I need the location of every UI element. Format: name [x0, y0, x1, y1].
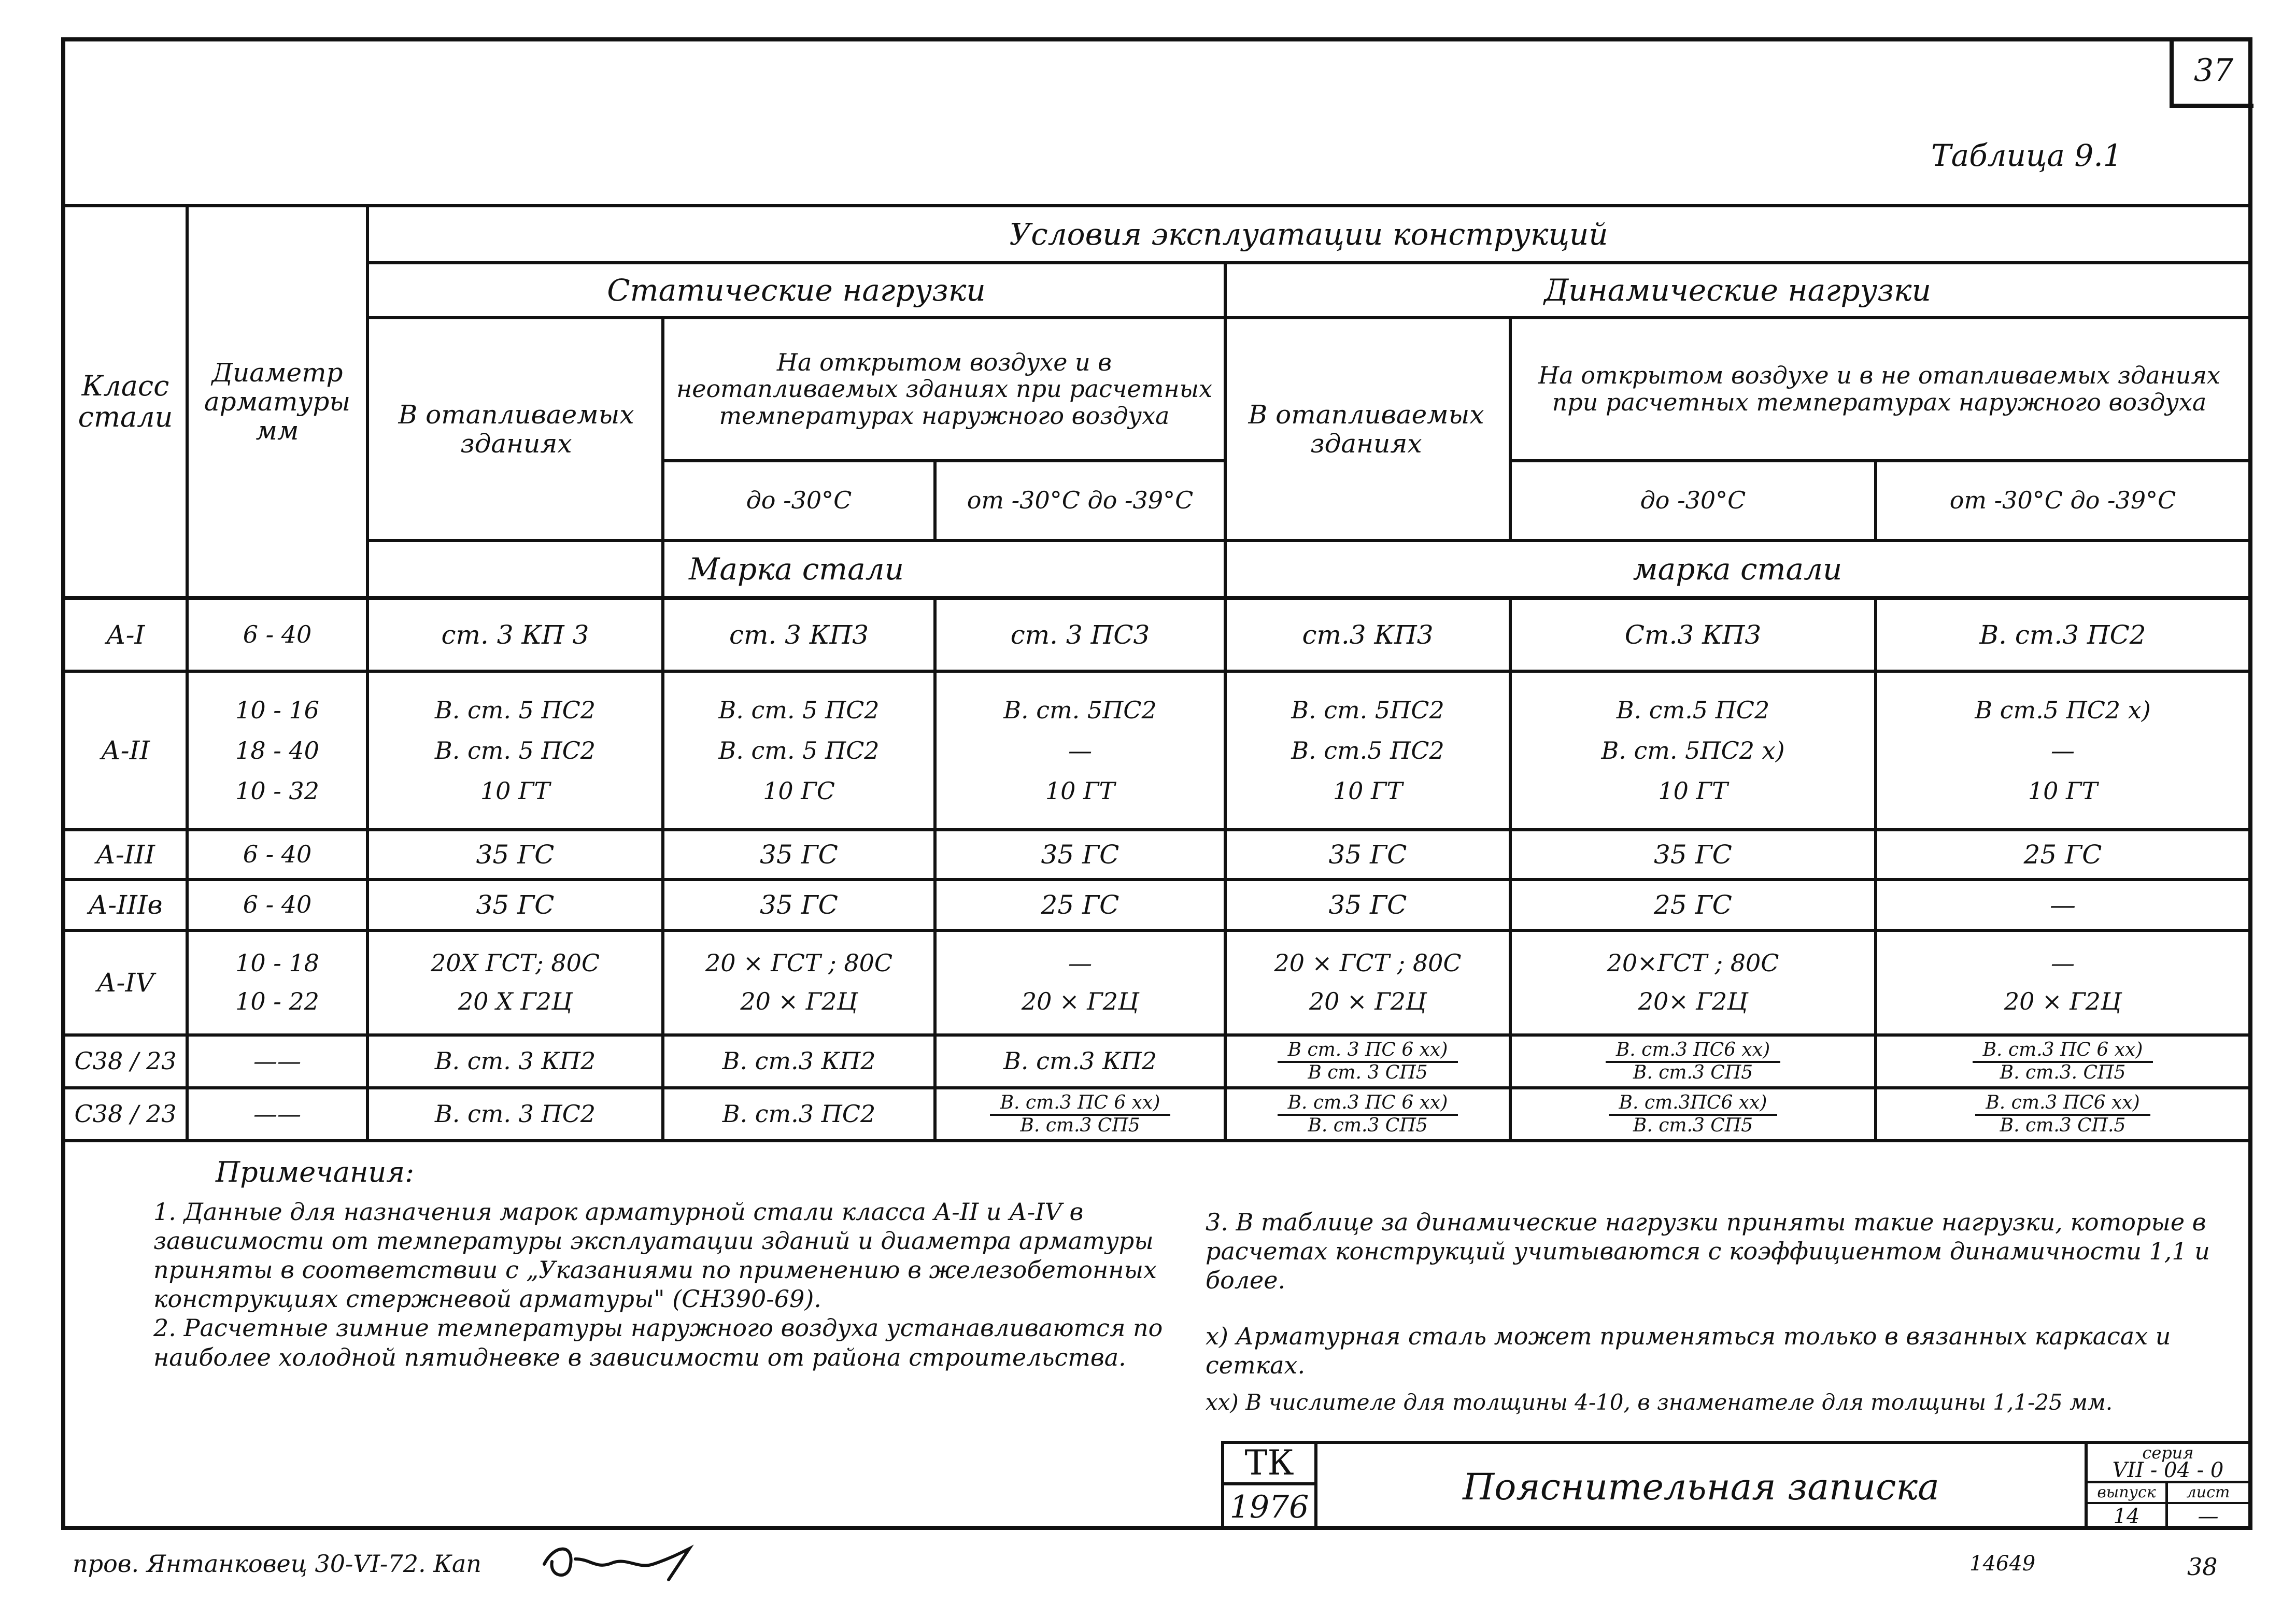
- row-diameter: 6 - 40: [243, 620, 312, 649]
- table-cell: —: [2050, 890, 2076, 920]
- sheet-label: лист: [2168, 1483, 2248, 1504]
- row-diameter: 6 - 40: [243, 890, 312, 919]
- table-cell: В. ст.3 ПС2: [1979, 620, 2146, 650]
- series-value: VII - 04 - 0: [2088, 1461, 2248, 1483]
- fraction-cell: [1227, 1037, 1509, 1086]
- fraction-cell: [1512, 1037, 1874, 1086]
- footer-sheet-number: 38: [2187, 1553, 2218, 1581]
- table-cell: В. ст. 3 ПС2: [434, 1100, 596, 1128]
- row-diameter: 10 - 18 10 - 22: [235, 949, 319, 1015]
- stamp-org: ТК: [1224, 1444, 1314, 1485]
- table-cell: ст.3 КП3: [1302, 620, 1434, 650]
- issue-box: [2088, 1483, 2168, 1530]
- row-class: А-II: [101, 735, 150, 766]
- checked-by: пров. Янтанковец 30-VI-72. Кап: [73, 1550, 481, 1578]
- notes-left: 1. Данные для назначения марок арматурной стали класса А-II и А-IV в зависимости от температуры эксплуатации зданий и диаметра арматуры приняты в соответствии с „Указаниями по применению в железобетонных конструкциях стержневой арматуры" (СН390-69). 2. Расчетные зимние температуры наружного воздуха устанавливаются по наиболее холодной пятидневке в зависимости от района строительства.: [153, 1198, 1163, 1371]
- stamp-year: 1976: [1229, 1489, 1309, 1526]
- document-code: 14649: [1969, 1552, 2036, 1576]
- table-cell: 35 ГС: [1328, 890, 1407, 920]
- header-steel-grade-static: Марка стали: [688, 551, 904, 587]
- sheet-value: —: [2198, 1504, 2219, 1528]
- table-cell: Ст.3 КП3: [1624, 620, 1762, 650]
- series-label: серия: [2142, 1443, 2194, 1463]
- page-number-box: [2170, 37, 2254, 108]
- table-cell: В. ст. 5ПС2 В. ст.5 ПС2 10 ГТ: [1291, 696, 1444, 805]
- note-x: х) Арматурная сталь может применяться только в вязанных каркасах и сетках.: [1206, 1322, 2171, 1380]
- table-cell: 20×ГСТ ; 80С 20× Г2Ц: [1607, 949, 1779, 1015]
- row-class: С38 / 23: [74, 1100, 177, 1128]
- table-cell: — 20 × Г2Ц: [1021, 949, 1139, 1015]
- sheet-box: [2168, 1483, 2248, 1530]
- fraction-denominator: В. ст.3 СП.5: [2000, 1115, 2126, 1136]
- table-cell: В. ст.3 КП2: [1003, 1047, 1157, 1075]
- table-cell: 25 ГС: [1041, 890, 1119, 920]
- notes-heading: Примечания:: [216, 1156, 415, 1188]
- table-title: Таблица 9.1: [1931, 138, 2122, 173]
- fraction-denominator: В ст. 3 СП5: [1308, 1062, 1428, 1083]
- fraction-denominator: В. ст.3 СП5: [1308, 1115, 1428, 1136]
- rule: [65, 596, 2248, 600]
- table-cell: 35 ГС: [476, 890, 555, 920]
- fraction-denominator: В. ст.3 СП5: [1633, 1062, 1753, 1083]
- row-diameter: 6 - 40: [243, 840, 312, 869]
- fraction-cell: [1227, 1089, 1509, 1139]
- fraction-denominator: В. ст.3. СП5: [2000, 1062, 2126, 1083]
- table-cell: 20 × ГСТ ; 80С 20 × Г2Ц: [1274, 949, 1462, 1015]
- row-class: А-III: [95, 840, 155, 870]
- fraction-denominator: В. ст.3 СП5: [1020, 1115, 1140, 1136]
- table-cell: 35 ГС: [760, 890, 838, 920]
- page-number: 37: [2193, 52, 2234, 89]
- table-cell: 35 ГС: [1654, 840, 1732, 870]
- header-heated-dynamic: В отапливаемых зданиях: [1248, 400, 1484, 459]
- header-to-30-dynamic: до -30°С: [1640, 486, 1746, 515]
- table-cell: 25 ГС: [1654, 890, 1732, 920]
- header-class: Класс стали: [78, 369, 173, 433]
- fraction-cell: [1512, 1089, 1874, 1139]
- header-static: Статические нагрузки: [607, 272, 986, 308]
- fraction-numerator: В ст. 3 ПС 6 хх): [1278, 1040, 1458, 1063]
- row-diameter: ——: [253, 1100, 301, 1128]
- header-30-39-static: от -30°С до -39°С: [967, 486, 1194, 515]
- fraction-numerator: В. ст.3 ПС 6 хх): [1973, 1040, 2153, 1063]
- rule: [65, 1139, 2248, 1142]
- table-cell: ст. 3 КП3: [729, 620, 869, 650]
- header-steel-grade-dynamic: марка стали: [1633, 551, 1843, 587]
- note-3: 3. В таблице за динамические нагрузки приняты такие нагрузки, которые в расчетах конструкций учитываются с коэффициентом динамичности 1,1 и более.: [1206, 1208, 2210, 1295]
- table-cell: В. ст.3 КП2: [722, 1047, 876, 1075]
- row-diameter: 10 - 16 18 - 40 10 - 32: [235, 696, 319, 805]
- table-cell: В. ст. 3 КП2: [434, 1047, 596, 1075]
- stamp-title: Пояснительная записка: [1463, 1465, 1939, 1508]
- fraction-cell: [1877, 1089, 2248, 1139]
- header-dynamic: Динамические нагрузки: [1544, 272, 1931, 308]
- table-cell: ст. 3 ПС3: [1010, 620, 1150, 650]
- header-open-static: На открытом воздухе и в неотапливаемых зданиях при расчетных температурах наружного воздуха: [676, 348, 1213, 430]
- table-cell: 35 ГС: [1328, 840, 1407, 870]
- fraction-numerator: В. ст.3ПС6 хх): [1609, 1093, 1778, 1116]
- row-class: А-IIIв: [88, 890, 163, 920]
- table-cell: В. ст. 5 ПС2 В. ст. 5 ПС2 10 ГТ: [434, 696, 596, 805]
- fraction-cell: [937, 1089, 1224, 1139]
- table-cell: ст. 3 КП 3: [441, 620, 589, 650]
- table-cell: 35 ГС: [760, 840, 838, 870]
- header-conditions: Условия эксплуатации конструкций: [1009, 216, 1608, 252]
- issue-value: 14: [2113, 1504, 2140, 1528]
- row-diameter: ——: [253, 1047, 301, 1075]
- title-block: [1221, 1441, 2248, 1530]
- table-cell: В. ст. 5ПС2 — 10 ГТ: [1003, 696, 1157, 805]
- table-cell: 25 ГС: [2023, 840, 2102, 870]
- row-class: С38 / 23: [74, 1047, 177, 1075]
- fraction-numerator: В. ст.3 ПС 6 хх): [990, 1093, 1171, 1116]
- table-cell: 35 ГС: [476, 840, 555, 870]
- header-to-30-static: до -30°С: [746, 486, 852, 515]
- table-cell: В. ст.5 ПС2 В. ст. 5ПС2 х) 10 ГТ: [1601, 696, 1785, 805]
- table-cell: — 20 × Г2Ц: [2004, 949, 2122, 1015]
- header-30-39-dynamic: от -30°С до -39°С: [1949, 486, 2176, 515]
- stamp-org-box: [1224, 1444, 1317, 1530]
- header-open-dynamic: На открытом воздухе и в не отапливаемых зданиях при расчетных температурах наружного воздуха: [1538, 361, 2220, 416]
- fraction-numerator: В. ст.3 ПС6 хх): [1606, 1040, 1780, 1063]
- row-class: А-IV: [96, 968, 154, 998]
- signature-image: [539, 1538, 695, 1585]
- fraction-cell: [1877, 1037, 2248, 1086]
- fraction-numerator: В. ст.3 ПС6 хх): [1975, 1093, 2150, 1116]
- table-cell: В ст.5 ПС2 х) — 10 ГТ: [1975, 696, 2151, 805]
- fraction-numerator: В. ст.3 ПС 6 хх): [1278, 1093, 1458, 1116]
- note-xx: хх) В числителе для толщины 4-10, в знаменателе для толщины 1,1-25 мм.: [1206, 1390, 2113, 1415]
- row-class: А-I: [106, 620, 145, 650]
- drawing-sheet: [61, 37, 2252, 1530]
- table-cell: 20 × ГСТ ; 80С 20 × Г2Ц: [705, 949, 893, 1015]
- table-cell: 35 ГС: [1041, 840, 1119, 870]
- table-cell: В. ст. 5 ПС2 В. ст. 5 ПС2 10 ГС: [718, 696, 880, 805]
- fraction-denominator: В. ст.3 СП5: [1633, 1115, 1753, 1136]
- header-diameter: Диаметр арматуры мм: [204, 358, 351, 446]
- issue-label: выпуск: [2088, 1483, 2165, 1504]
- header-heated-static: В отапливаемых зданиях: [398, 400, 634, 459]
- table-cell: В. ст.3 ПС2: [722, 1100, 876, 1128]
- stamp-right: [2085, 1444, 2248, 1530]
- table-cell: 20Х ГСТ; 80С 20 Х Г2Ц: [430, 949, 600, 1015]
